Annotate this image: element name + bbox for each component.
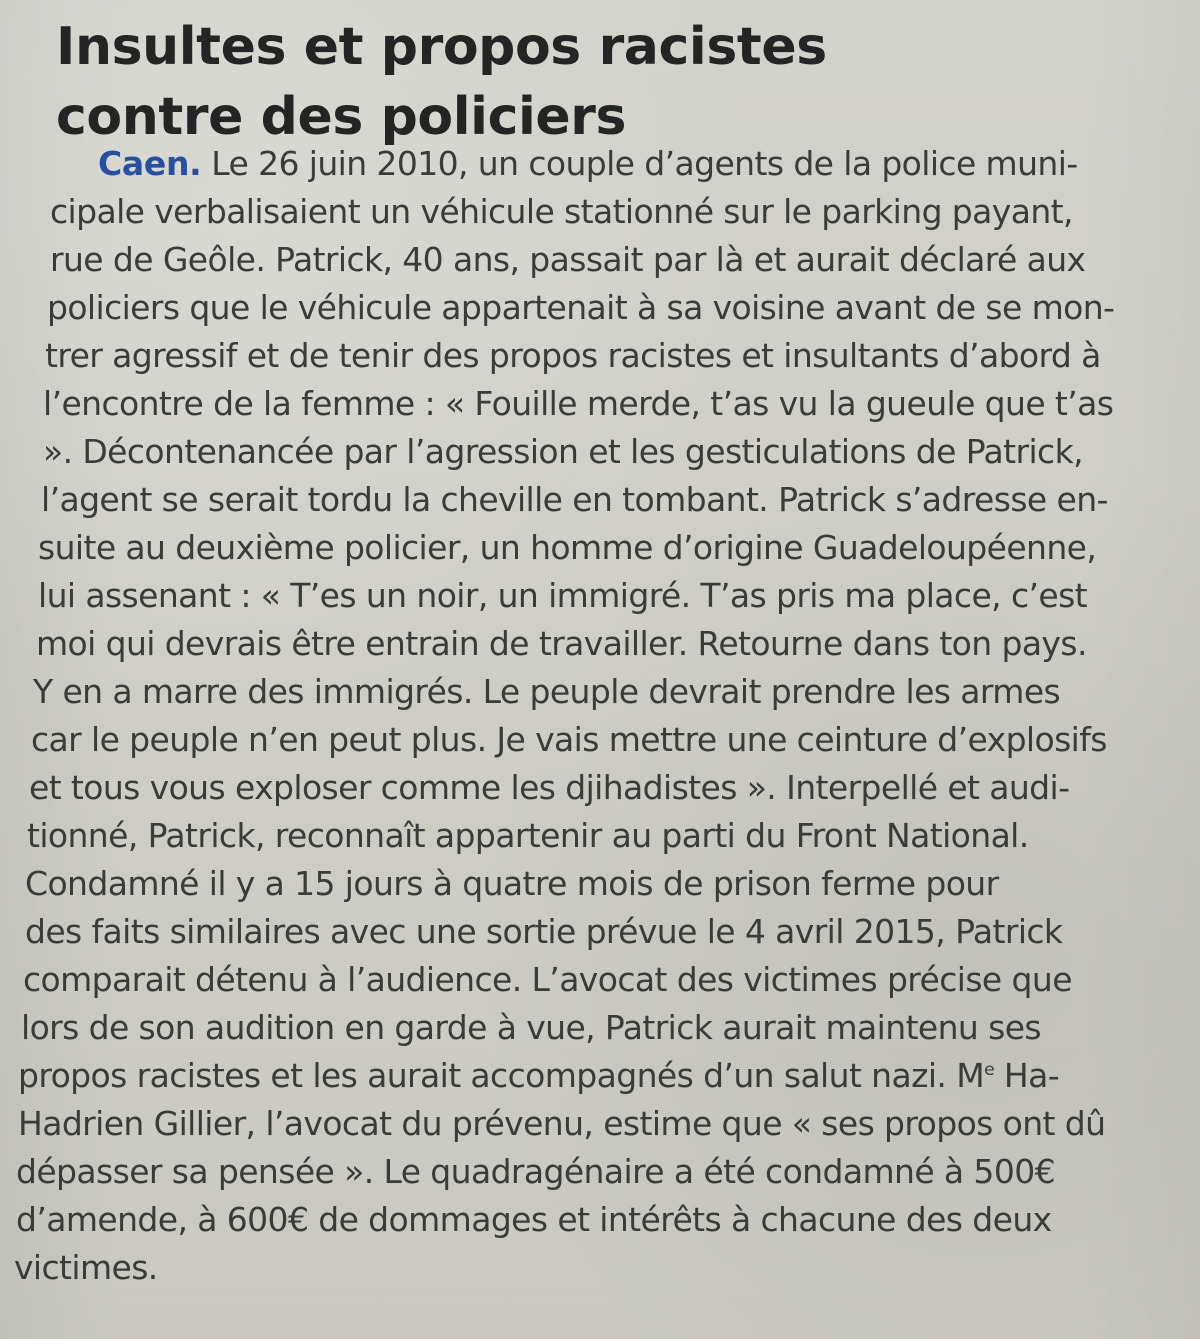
headline-line-2: contre des policiers <box>56 87 627 147</box>
article-line-4: policiers que le véhicule appartenait à sa voisine avant de se mon- <box>47 288 1115 327</box>
article-line-6: l’encontre de la femme : « Fouille merde, t’as vu la gueule que t’as <box>43 384 1114 423</box>
article-line-11: moi qui devrais être entrain de travailler. Retourne dans ton pays. <box>36 624 1087 663</box>
article-line-14: et tous vous exploser comme les djihadistes ». Interpellé et audi- <box>29 768 1070 807</box>
attorney-abbreviation <box>956 1056 1059 1095</box>
headline <box>56 12 1136 152</box>
article-line-19: lors de son audition en garde à vue, Patrick aurait maintenu ses <box>21 1008 1042 1047</box>
article-line-7: ». Décontenancée par l’agression et les gesticulations de Patrick, <box>43 432 1083 471</box>
article-line-21: Hadrien Gillier, l’avocat du prévenu, estime que « ses propos ont dû <box>18 1104 1106 1143</box>
article-line-3: rue de Geôle. Patrick, 40 ans, passait par là et aurait déclaré aux <box>50 240 1086 279</box>
article-line-12: Y en a marre des immigrés. Le peuple devrait prendre les armes <box>33 672 1061 711</box>
article-line-24: victimes. <box>14 1248 158 1287</box>
headline-line-1: Insultes et propos racistes <box>56 17 827 77</box>
article-line-18: comparait détenu à l’audience. L’avocat des victimes précise que <box>23 960 1072 999</box>
article-line-20 <box>18 1052 1059 1100</box>
article-line-13: car le peuple n’en peut plus. Je vais mettre une ceinture d’explosifs <box>31 720 1107 759</box>
article-line-1-text: Le 26 juin 2010, un couple d’agents de la police muni- <box>211 144 1078 183</box>
article-line-22: dépasser sa pensée ». Le quadragénaire a été condamné à 500€ <box>16 1152 1056 1191</box>
article-line-15: tionné, Patrick, reconnaît appartenir au parti du Front National. <box>27 816 1029 855</box>
attorney-abbreviation-tail: Ha- <box>994 1056 1060 1095</box>
article-line-1 <box>98 140 1078 188</box>
article-line-20-text: propos racistes et les aurait accompagnés d’un salut nazi. <box>18 1056 947 1095</box>
article-line-17: des faits similaires avec une sortie prévue le 4 avril 2015, Patrick <box>25 912 1063 951</box>
article-line-16: Condamné il y a 15 jours à quatre mois de prison ferme pour <box>25 864 999 903</box>
article-line-10: lui assenant : « T’es un noir, un immigré. T’as pris ma place, c’est <box>38 576 1088 615</box>
attorney-abbreviation-sup: e <box>984 1060 995 1080</box>
attorney-abbreviation-letter: M <box>956 1056 985 1095</box>
article-line-5: trer agressif et de tenir des propos racistes et insultants d’abord à <box>45 336 1101 375</box>
article-body <box>0 140 1200 1330</box>
dateline: Caen. <box>98 144 202 183</box>
article-line-9: suite au deuxième policier, un homme d’origine Guadeloupéenne, <box>38 528 1097 567</box>
article-line-23: d’amende, à 600€ de dommages et intérêts à chacune des deux <box>16 1200 1052 1239</box>
article-line-2: cipale verbalisaient un véhicule stationné sur le parking payant, <box>50 192 1073 231</box>
article-line-8: l’agent se serait tordu la cheville en tombant. Patrick s’adresse en- <box>41 480 1108 519</box>
